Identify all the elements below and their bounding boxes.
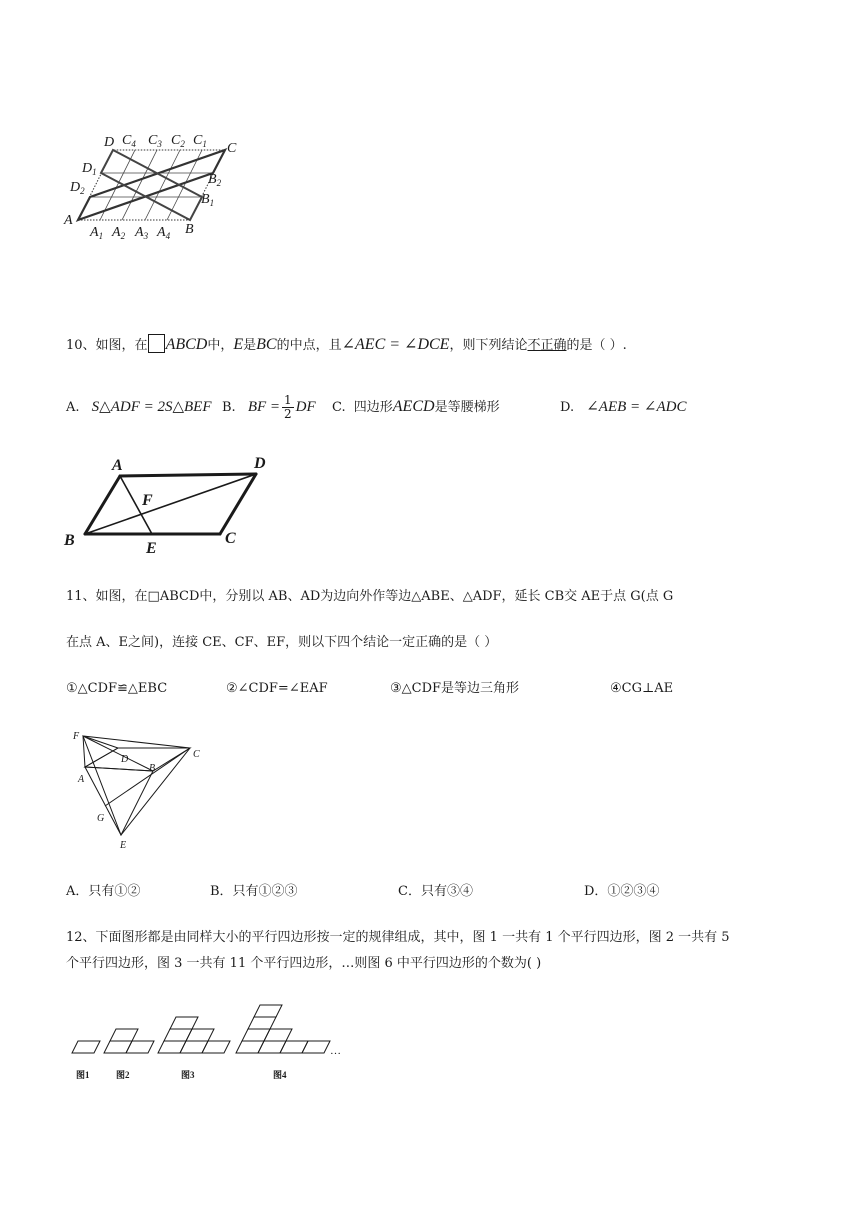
- fig9-label-A4: $A_4$: [157, 225, 171, 240]
- q10-option-b-label: B.: [222, 400, 236, 415]
- q12-caption-4: 图4: [273, 1070, 287, 1080]
- figure-q12-pattern: [68, 996, 348, 1086]
- q10-option-a: S△ADF = 2S△BEF: [91, 399, 212, 415]
- q11-option-d: D．①②③④: [584, 884, 660, 899]
- q11-fig-label-D: D: [121, 754, 129, 765]
- figure-q11-triangles: [68, 725, 218, 853]
- q12-line1: 12、下面图形都是由同样大小的平行四边形按一定的规律组成，其中，图 1 一共有 1 个平行四边形，图 2 一共有 5: [66, 930, 730, 945]
- q10-text-c: 是: [243, 338, 257, 353]
- fig9-label-A3: $A_3$: [135, 225, 149, 240]
- q10-option-d: [560, 398, 686, 417]
- fig9-label-C3: $C_3$: [148, 133, 162, 149]
- q12-line2: 个平行四边形，图 3 一共有 11 个平行四边形，…则图 6 中平行四边形的个数为( ): [66, 956, 542, 971]
- q11-fig-label-E: E: [120, 840, 127, 851]
- q10-fraction-den: 2: [284, 407, 292, 421]
- fig9-label-C2: $C_2$: [171, 133, 185, 149]
- q10-number: 10、: [66, 338, 96, 353]
- fig9-label-B2: $B_2$: [208, 172, 222, 188]
- q11-statement-3: ③△CDF是等边三角形: [390, 681, 520, 696]
- q11-fig-label-A: A: [78, 774, 85, 785]
- q10-option-d-expr: ∠AEB = ∠ADC: [586, 399, 687, 415]
- fig9-label-C: C: [227, 141, 237, 156]
- fig9-label-C4: $C_4$: [122, 133, 136, 149]
- q10-fig-label-A: A: [112, 457, 123, 474]
- q10-option-a-label: A.: [66, 400, 80, 415]
- q10-condition: ∠AEC = ∠DCE: [341, 336, 450, 353]
- fig9-label-C1: $C_1$: [193, 133, 207, 149]
- q12-caption-2: 图2: [116, 1070, 130, 1080]
- q12-caption-3: 图3: [181, 1070, 195, 1080]
- q10-stem: [66, 334, 627, 355]
- q11-option-c: C．只有③④: [398, 884, 473, 899]
- fig9-label-D1: $D_1$: [82, 161, 97, 177]
- q10-option-c-quad: AECD: [392, 398, 435, 415]
- q10-fig-label-E: E: [146, 540, 157, 557]
- q10-option-b-rhs: DF: [295, 399, 316, 415]
- q10-options: [66, 398, 212, 417]
- q10-fraction: [282, 394, 294, 421]
- q11-statement-4: ④CG⊥AE: [610, 681, 674, 696]
- q12-caption-1: 图1: [76, 1070, 90, 1080]
- fig9-label-D: D: [104, 135, 115, 150]
- q10-option-c: [332, 398, 500, 417]
- q10-para-name: ABCD: [165, 336, 208, 353]
- q11-statement-1: ①△CDF≌△EBC: [66, 681, 168, 696]
- q10-text-f: 的是（ ）.: [566, 338, 627, 353]
- q10-fig-label-B: B: [64, 532, 75, 549]
- q10-option-c-text-b: 是等腰梯形: [434, 400, 500, 415]
- q10-option-d-label: D.: [560, 400, 575, 415]
- q10-point-e: E: [233, 336, 244, 353]
- q10-text-d: 的中点，且: [276, 338, 342, 353]
- q11-statement-2: ②∠CDF=∠EAF: [226, 681, 328, 696]
- q11-option-a: A．只有①②: [66, 884, 141, 899]
- q11-line1: 11、如图，在□ABCD中，分别以 AB、AD为边向外作等边△ABE、△ADF，延长 CB交 AE于点 G(点 G: [66, 589, 674, 604]
- q10-text-b: 中，: [207, 338, 234, 353]
- q11-fig-label-F: F: [73, 731, 80, 742]
- figure-q10-parallelogram: [60, 452, 280, 558]
- q10-option-b: [222, 390, 316, 425]
- q12-ellipsis: …: [330, 1045, 341, 1057]
- q10-option-c-label: C.: [332, 400, 346, 415]
- fig9-label-A2: $A_2$: [112, 225, 126, 240]
- fig9-label-B1: $B_1$: [201, 192, 215, 208]
- q10-fig-label-D: D: [254, 455, 266, 472]
- q11-line2: 在点 A、E之间)，连接 CE、CF、EF，则以下四个结论一定正确的是（ ）: [66, 635, 498, 650]
- q10-option-b-lhs: BF =: [247, 399, 281, 415]
- parallelogram-icon: [148, 334, 165, 353]
- fig9-label-B: B: [185, 222, 194, 237]
- fig9-label-A1: $A_1$: [90, 225, 104, 240]
- q10-text-e: ，则下列结论: [449, 338, 528, 353]
- q11-option-b: B．只有①②③: [210, 884, 298, 899]
- q11-fig-label-G: G: [97, 813, 105, 824]
- q11-fig-label-C: C: [193, 749, 200, 760]
- q10-fig-label-C: C: [225, 530, 236, 547]
- q11-fig-label-B: B: [149, 763, 156, 774]
- q10-text-a: 如图，在: [95, 338, 148, 353]
- fig9-label-A: A: [64, 213, 73, 228]
- q10-segment-bc: BC: [256, 336, 277, 353]
- q10-option-c-text-a: 四边形: [353, 400, 393, 415]
- q10-underlined: 不正确: [527, 338, 567, 353]
- figure-parallelogram-grid: [60, 125, 250, 240]
- q10-fraction-num: 1: [284, 393, 292, 407]
- fig9-label-D2: $D_2$: [70, 180, 85, 196]
- q10-fig-label-F: F: [142, 492, 153, 509]
